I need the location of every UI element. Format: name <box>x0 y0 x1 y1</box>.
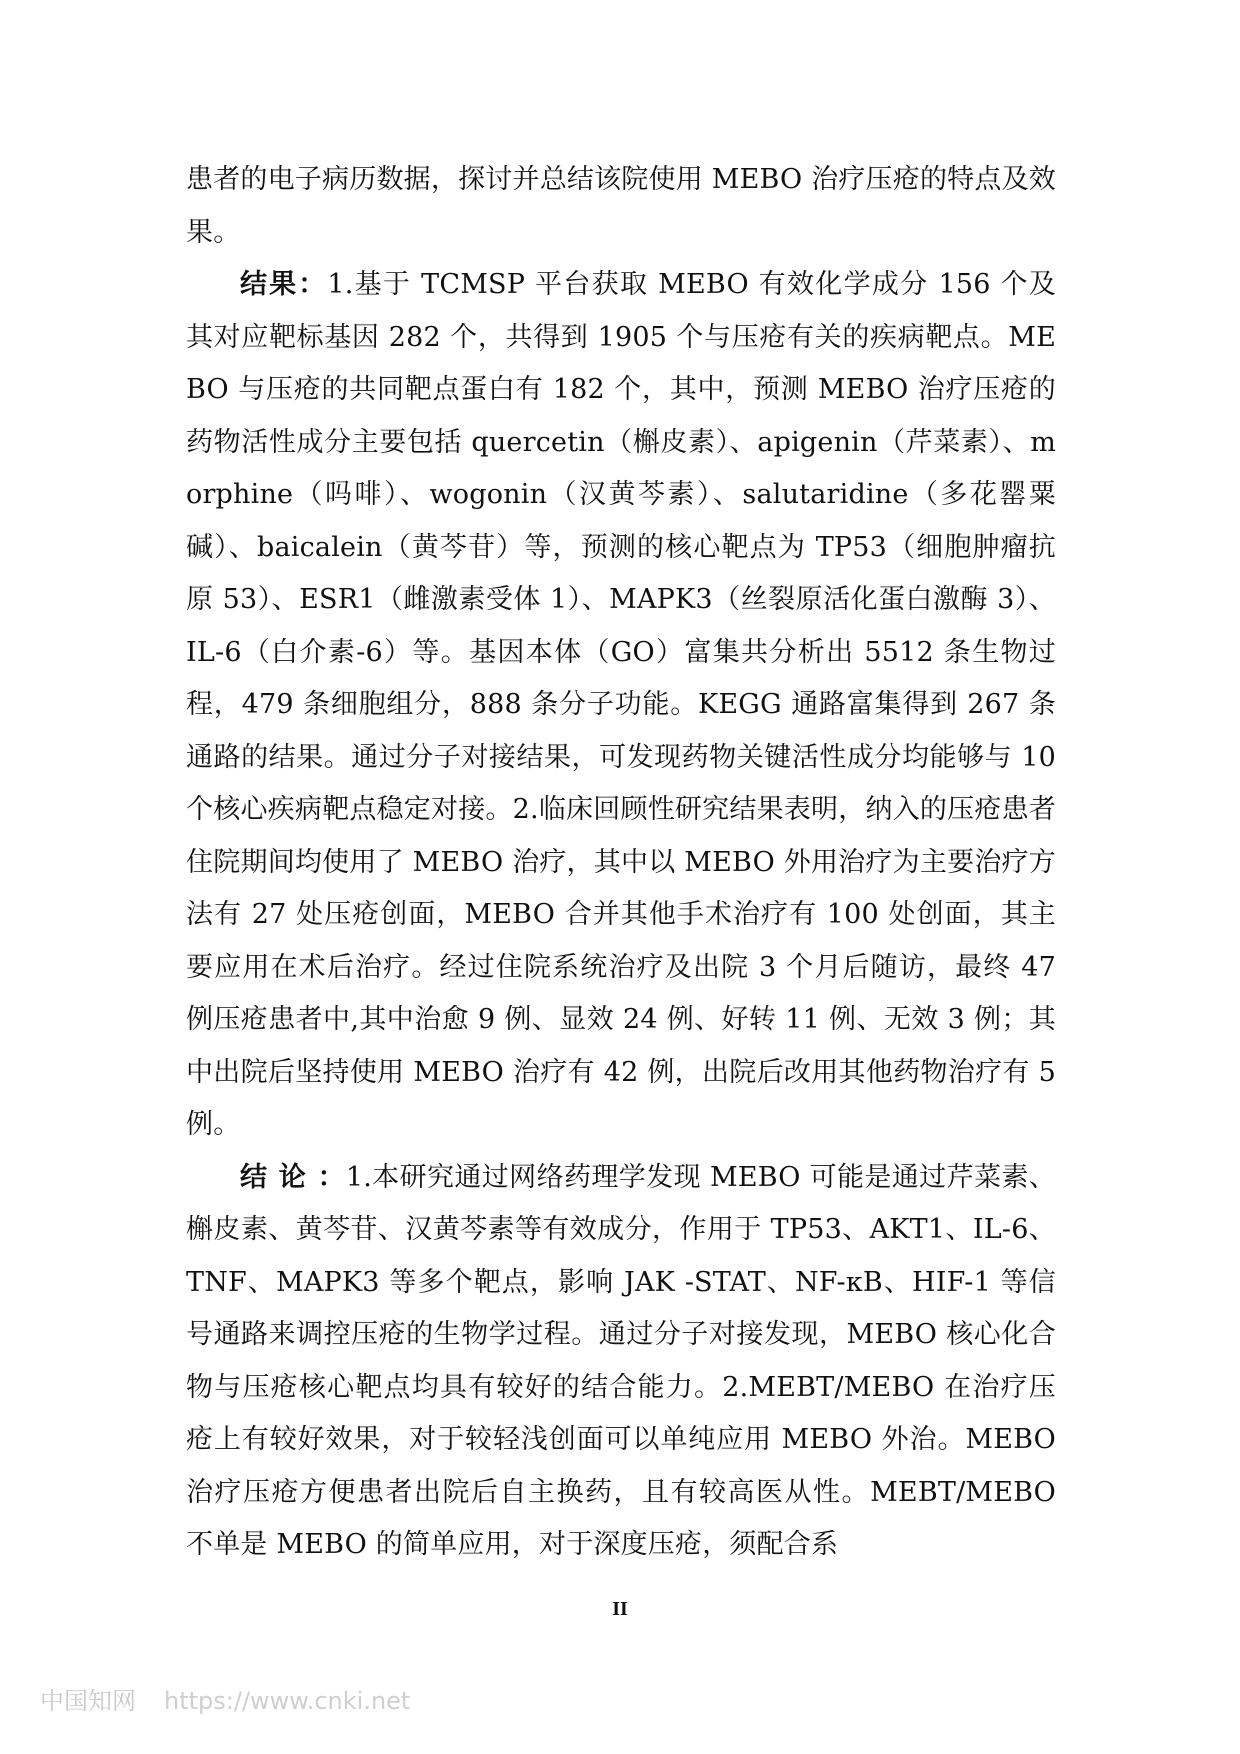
conclusion-text: 1.本研究通过网络药理学发现 MEBO 可能是通过芹菜素、槲皮素、黄芩苷、汉黄芩素等有效成分，作用于 TP53、AKT1、IL-6、TNF、MAPK3 等多个靶点，影响 JAK -STAT、NF-κB、HIF-1 等信号通路来调控压疮的生物学过程。通过分子对接发现，MEBO 核心化合物与压疮核心靶点均具有较好的结合能力。2.MEBT/MEBO 在治疗压疮上有较好效果，对于较轻浅创面可以单纯应用 MEBO 外治。MEBO 治疗压疮方便患者出院后自主换药，且有较高医从性。MEBT/MEBO 不单是 MEBO 的简单应用，对于深度压疮，须配合系 <box>186 1161 1056 1560</box>
intro-continuation-text: 患者的电子病历数据，探讨并总结该院使用 MEBO 治疗压疮的特点及效果。 <box>186 164 1056 248</box>
cnki-watermark <box>40 1681 410 1716</box>
results-text: 1.基于 TCMSP 平台获取 MEBO 有效化学成分 156 个及其对应靶标基因 282 个，共得到 1905 个与压疮有关的疾病靶点。MEBO 与压疮的共同靶点蛋白有 182 个，其中，预测 MEBO 治疗压疮的药物活性成分主要包括 quercetin（槲皮素）、apigenin（芹菜素）、morphine（吗啡）、wogonin（汉黄芩素）、salutaridine（多花罂粟碱）、baicalein（黄芩苷）等，预测的核心靶点为 TP53（细胞肿瘤抗原 53）、ESR1（雌激素受体 1）、MAPK3（丝裂原活化蛋白激酶 3）、IL-6（白介素-6）等。基因本体（GO）富集共分析出 5512 条生物过程，479 条细胞组分，888 条分子功能。KEGG 通路富集得到 267 条通路的结果。通过分子对接结果，可发现药物关键活性成分均能够与 10 个核心疾病靶点稳定对接。2.临床回顾性研究结果表明，纳入的压疮患者住院期间均使用了 MEBO 治疗，其中以 MEBO 外用治疗为主要治疗方法有 27 处压疮创面，MEBO 合并其他手术治疗有 100 处创面，其主要应用在术后治疗。经过住院系统治疗及出院 3 个月后随访，最终 47 例压疮患者中,其中治愈 9 例、显效 24 例、好转 11 例、无效 3 例；其中出院后坚持使用 MEBO 治疗有 42 例，出院后改用其他药物治疗有 5 例。 <box>186 269 1056 1140</box>
conclusion-heading: 结 论 ： <box>240 1161 346 1193</box>
results-heading: 结果： <box>240 269 328 300</box>
results-paragraph <box>186 259 1056 1152</box>
abstract-body <box>186 154 1056 1572</box>
intro-continuation-paragraph <box>186 154 1056 259</box>
watermark-site-name: 中国知网 <box>40 1687 136 1715</box>
conclusion-paragraph <box>186 1152 1056 1572</box>
watermark-url: https://www.cnki.net <box>164 1687 411 1715</box>
page-number: II <box>612 1598 628 1620</box>
